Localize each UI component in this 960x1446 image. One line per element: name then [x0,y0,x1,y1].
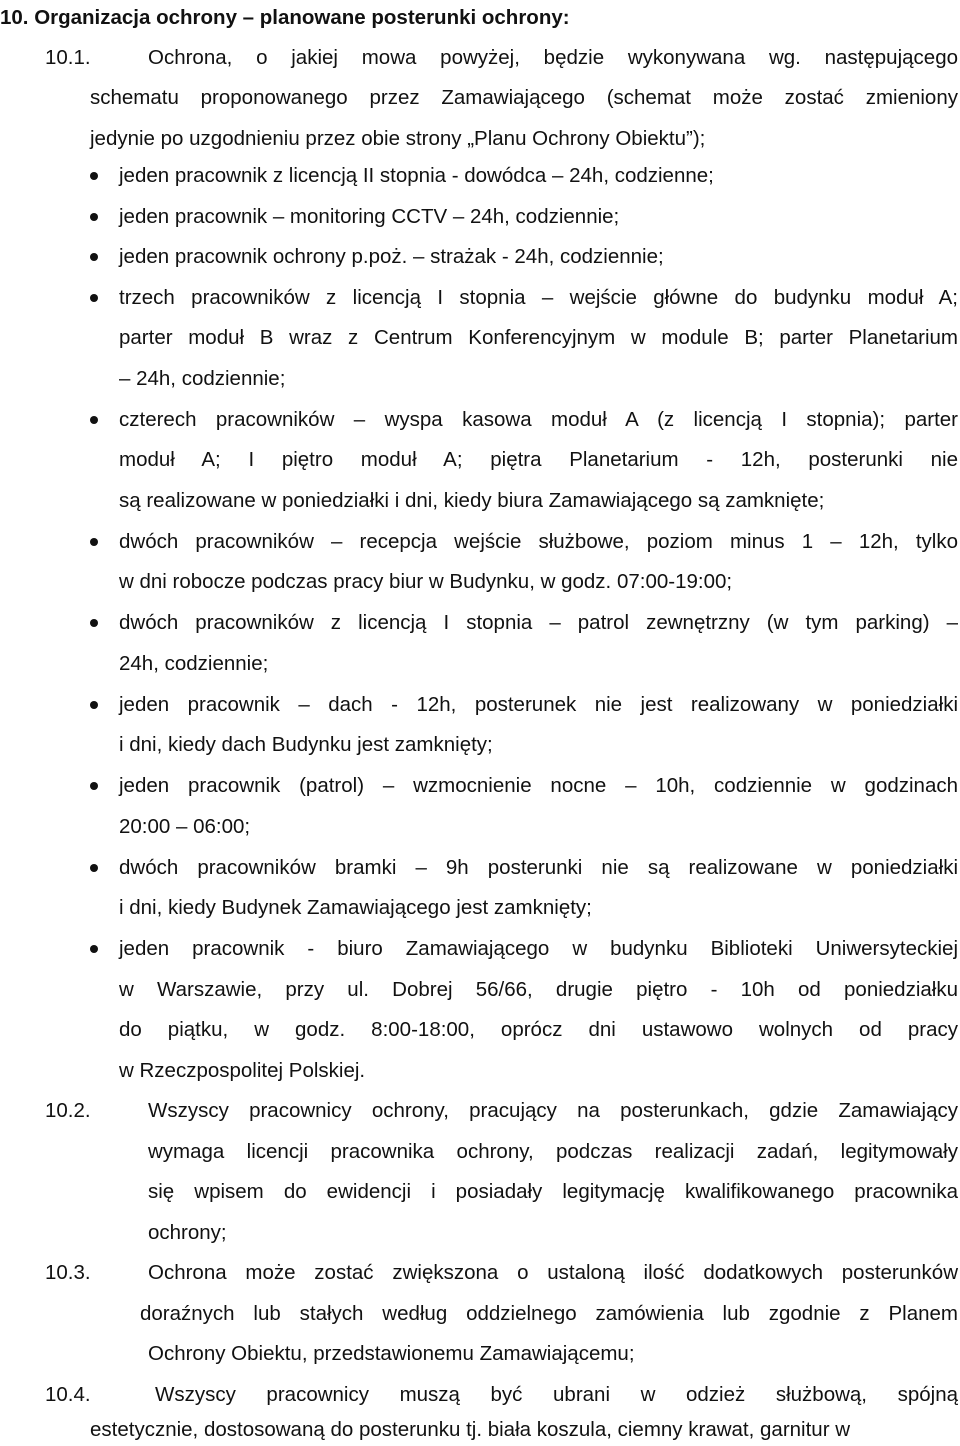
bullet-item-line: w Rzeczpospolitej Polskiej. [119,1059,366,1082]
bullet-item-line: 20:00 – 06:00; [119,815,251,838]
paragraph-line: ochrony; [148,1221,227,1244]
bullet-item-line: do piątku, w godz. 8:00-18:00, oprócz dni ustawowo wolnych od pracy [119,1018,958,1041]
bullet-icon [90,864,98,872]
paragraph-line: wymaga licencji pracownika ochrony, podczas realizacji zadań, legitymowały [148,1140,958,1163]
bullet-icon [90,213,98,221]
paragraph-line: Ochrona może zostać zwiększona o ustaloną ilość dodatkowych posterunków [148,1261,958,1284]
bullet-item-line: są realizowane w poniedziałki i dni, kiedy biura Zamawiającego są zamknięte; [119,489,825,512]
paragraph-number: 10.1. [45,46,91,69]
paragraph-line: jedynie po uzgodnieniu przez obie strony „Planu Ochrony Obiektu”); [90,127,706,150]
bullet-item-line: – 24h, codziennie; [119,367,286,390]
bullet-icon [90,172,98,180]
bullet-icon [90,538,98,546]
bullet-icon [90,701,98,709]
paragraph-line: estetycznie, dostosowaną do posterunku tj. biała koszula, ciemny krawat, garnitur w [90,1418,851,1441]
paragraph-line: Ochrony Obiektu, przedstawionemu Zamawiającemu; [148,1342,635,1365]
bullet-icon [90,416,98,424]
bullet-item-line: dwóch pracowników – recepcja wejście służbowe, poziom minus 1 – 12h, tylko [119,530,958,553]
bullet-item-line: i dni, kiedy Budynek Zamawiającego jest zamknięty; [119,896,592,919]
bullet-icon [90,782,98,790]
bullet-item-line: parter moduł B wraz z Centrum Konferencyjnym w module B; parter Planetarium [119,326,958,349]
bullet-item-line: 24h, codziennie; [119,652,269,675]
bullet-item-line: jeden pracownik – dach - 12h, posterunek nie jest realizowany w poniedziałki [119,693,958,716]
paragraph-number: 10.4. [45,1383,91,1406]
bullet-icon [90,619,98,627]
paragraph-line: schematu proponowanego przez Zamawiającego (schemat może zostać zmieniony [90,86,958,109]
bullet-icon [90,294,98,302]
bullet-item-line: i dni, kiedy dach Budynku jest zamknięty; [119,733,493,756]
paragraph-line: Wszyscy pracownicy ochrony, pracujący na posterunkach, gdzie Zamawiający [148,1099,958,1122]
paragraph-number: 10.2. [45,1099,91,1122]
bullet-item-line: jeden pracownik - biuro Zamawiającego w budynku Biblioteki Uniwersyteckiej [119,937,958,960]
paragraph-line: się wpisem do ewidencji i posiadały legitymację kwalifikowanego pracownika [148,1180,958,1203]
bullet-item-line: w Warszawie, przy ul. Dobrej 56/66, drugie piętro - 10h od poniedziałku [119,978,958,1001]
bullet-item-line: w dni robocze podczas pracy biur w Budynku, w godz. 07:00-19:00; [119,570,733,593]
section-heading: 10. Organizacja ochrony – planowane posterunki ochrony: [0,6,570,29]
bullet-item-line: jeden pracownik (patrol) – wzmocnienie nocne – 10h, codziennie w godzinach [119,774,958,797]
bullet-item-line: jeden pracownik – monitoring CCTV – 24h, codziennie; [119,205,620,228]
paragraph-line: Wszyscy pracownicy muszą być ubrani w odzież służbową, spójną [155,1383,958,1406]
bullet-item-line: czterech pracowników – wyspa kasowa moduł A (z licencją I stopnia); parter [119,408,958,431]
bullet-icon [90,253,98,261]
bullet-item-line: dwóch pracowników z licencją I stopnia – patrol zewnętrzny (w tym parking) – [119,611,958,634]
paragraph-line: doraźnych lub stałych według oddzielnego zamówienia lub zgodnie z Planem [140,1302,958,1325]
bullet-item-line: dwóch pracowników bramki – 9h posterunki nie są realizowane w poniedziałki [119,856,958,879]
paragraph-line: Ochrona, o jakiej mowa powyżej, będzie wykonywana wg. następującego [148,46,958,69]
bullet-icon [90,945,98,953]
paragraph-number: 10.3. [45,1261,91,1284]
bullet-item-line: moduł A; I piętro moduł A; piętra Planetarium - 12h, posterunki nie [119,448,958,471]
bullet-item-line: jeden pracownik ochrony p.poż. – strażak - 24h, codziennie; [119,245,664,268]
bullet-item-line: trzech pracowników z licencją I stopnia – wejście główne do budynku moduł A; [119,286,958,309]
bullet-item-line: jeden pracownik z licencją II stopnia - dowódca – 24h, codzienne; [119,164,714,187]
